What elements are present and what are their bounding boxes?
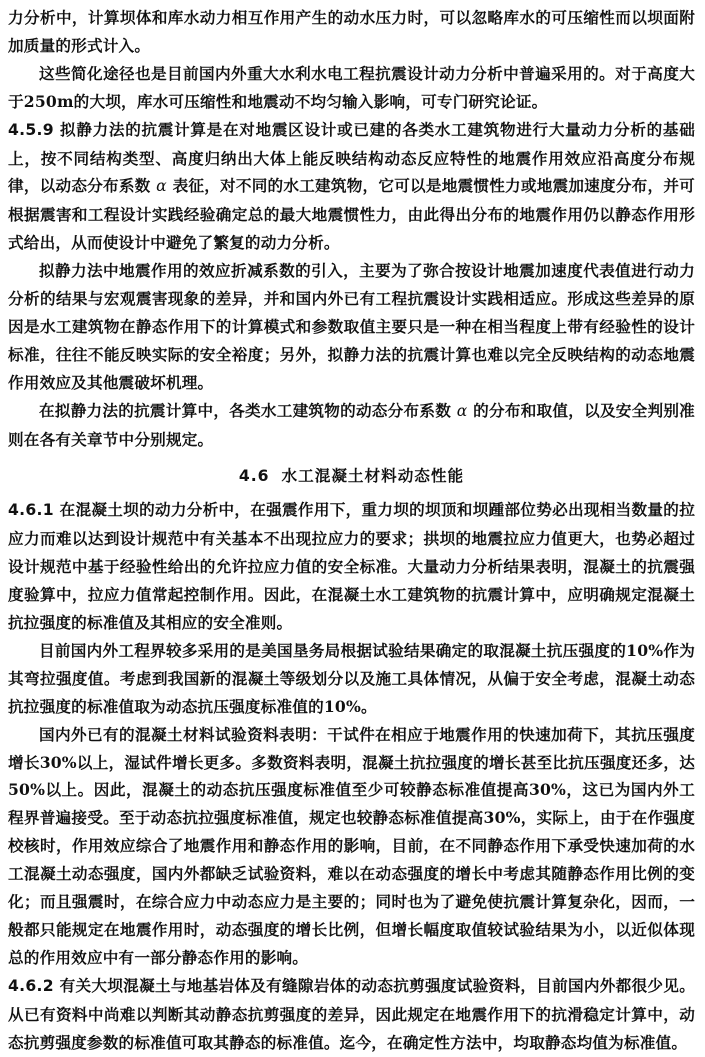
clause-text: 有关大坝混凝土与地基岩体及有缝隙岩体的动态抗剪强度试验资料，目前国内外都很少见。从已有资料中尚难以判断其动静态抗剪强度的差异，因此规定在地震作用下的抗滑稳定计算中，动态抗剪强度参数的标准值可取其静态的标准值。迄今，在确定性方法中，均取静态均值为标准值。 <box>8 975 695 1052</box>
clause-number: 4.6.1 <box>8 501 54 520</box>
paragraph-text: 目前国内外工程界较多采用的是美国垦务局根据试验结果确定的取混凝土抗压强度的10%作为其弯拉强度值。考虑到我国新的混凝土等级划分以及施工具体情况，从偏于安全考虑，混凝土动态抗拉强度的标准值取为动态抗压强度标准值的10%。 <box>8 640 695 716</box>
paragraph-text: 的分布和取值，以及安全判别准则在各有关章节中分别规定。 <box>8 400 695 449</box>
clause-text: 表征，对不同的水工建筑物，它可以是地震惯性力或地震加速度分布，并可根据震害和工程设计实践经验确定总的最大地震惯性力，由此得出分布的地震作用仍以静态作用形式给出，从而使设计中避免了繁复的动力分析。 <box>8 176 695 253</box>
section-number: 4.6 <box>238 466 270 485</box>
paragraph-text: 力分析中，计算坝体和库水动力相互作用产生的动水压力时，可以忽略库水的可压缩性而以坝面附加质量的形式计入。 <box>8 8 695 55</box>
paragraph-text: 国内外已有的混凝土材料试验资料表明：干试件在相应于地震作用的快速加荷下，其抗压强度增长30%以上，湿试件增长更多。多数资料表明，混凝土抗拉强度的增长甚至比抗压强度还多，达50%以上。因此，混凝土的动态抗压强度标准值至少可较静态标准值提高30%，这已为国内外工程界普遍接受。至于动态抗拉强度标准值，规定也较静态标准值提高30%，实际上，由于在作强度校核时，作用效应综合了地震作用和静态作用的影响，目前，在不同静态作用下承受快速加荷的水工混凝土动态强度，国内外都缺乏试验资料，难以在动态强度的增长中考虑其随静态作用比例的变化；而且强震时，在综合应力中动态应力是主要的；同时也为了避免使抗震计算复杂化，因而，一般都只能规定在地震作用时，动态强度的增长比例，但增长幅度取值较试验结果为小，以近似体现总的作用效应中有一部分静态作用的影响。 <box>8 724 695 967</box>
clause-text: 拟静力法的抗震计算是在对地震区设计或已建的各类水工建筑物进行大量动力分析的基础上，按不同结构类型、高度归纳出大体上能反映结构动态反应特性的地震作用效应沿高度分布规律，以动态分布系数 <box>8 119 695 196</box>
paragraph-distribution <box>8 397 695 454</box>
clause-number: 4.6.2 <box>8 976 54 995</box>
clause-4-5-9 <box>8 116 695 258</box>
clause-4-6-2 <box>8 972 695 1057</box>
paragraph-text: 拟静力法中地震作用的效应折减系数的引入，主要为了弥合按设计地震加速度代表值进行动力分析的结果与宏观震害现象的差异，并和国内外已有工程抗震设计实践相适应。形成这些差异的原因是水工建筑物在静态作用下的计算模式和参数取值主要只是一种在相当程度上带有经验性的设计标准，往往不能反映实际的安全裕度；另外，拟静力法的抗震计算也难以完全反映结构的动态地震作用效应及其他震破坏机理。 <box>8 261 695 392</box>
alpha-symbol: α <box>456 401 468 420</box>
section-title: 水工混凝土材料动态性能 <box>281 465 465 485</box>
clause-text: 在混凝土坝的动力分析中，在强震作用下，重力坝的坝顶和坝踵部位势必出现相当数量的拉应力而难以达到设计规范中有关基本不出现拉应力的要求；拱坝的地震拉应力值更大，也势必超过设计规范中基于经验性给出的允许拉应力值的安全标准。大量动力分析结果表明，混凝土的抗震强度验算中，拉应力值常起控制作用。因此，在混凝土水工建筑物的抗震计算中，应明确规定混凝土抗拉强度的标准值及其相应的安全准则。 <box>8 500 695 633</box>
clause-number: 4.5.9 <box>8 120 54 139</box>
paragraph-simplification <box>8 60 695 116</box>
clause-4-6-1 <box>8 496 695 637</box>
paragraph-text: 这些简化途径也是目前国内外重大水利水电工程抗震设计动力分析中普遍采用的。对于高度大于250m的大坝，库水可压缩性和地震动不均匀输入影响，可专门研究论证。 <box>8 63 695 111</box>
section-heading <box>8 462 695 491</box>
alpha-symbol: α <box>156 177 167 196</box>
paragraph-reduction-factor <box>8 257 695 397</box>
paragraph-tensile-strength <box>8 637 695 721</box>
paragraph-continuation <box>8 4 695 60</box>
paragraph-test-data <box>8 721 695 972</box>
paragraph-text: 在拟静力法的抗震计算中，各类水工建筑物的动态分布系数 <box>39 400 452 420</box>
